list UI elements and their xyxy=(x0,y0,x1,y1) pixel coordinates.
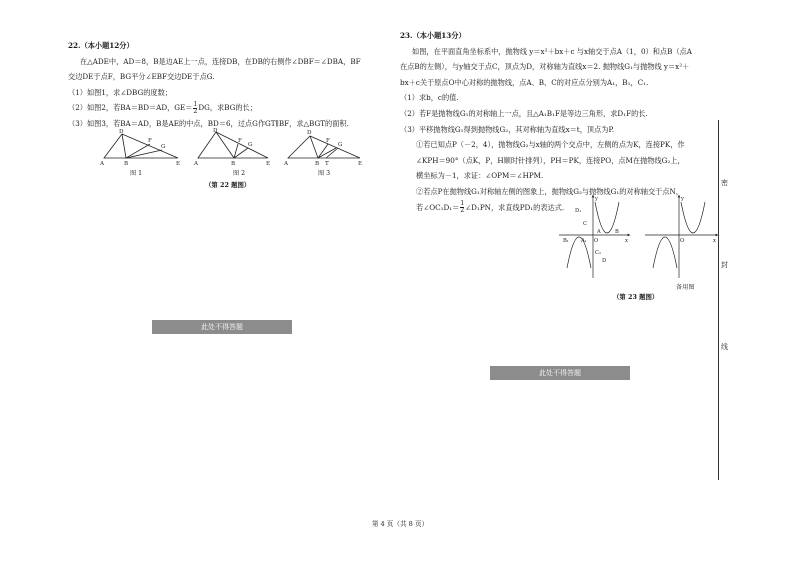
margin-char-seal: 密 xyxy=(721,179,728,187)
main-graph-origin-label: O xyxy=(594,238,599,244)
q23-line-2: 在点B的左侧），与y轴交于点C，顶点为D，对称轴为直线x＝2. 抛物线G₁与抛物线 y＝x²＋ xyxy=(400,62,690,72)
q22-figure-1 xyxy=(104,134,178,158)
q23-sub-1-line-1: ①若已知点P（－2，4），抛物线G₂与x轴的两个交点中，左侧的点为K，连接PK，作 xyxy=(416,140,685,150)
no-answer-banner-right: 此处不得答题 xyxy=(490,366,630,380)
fig1-label-D: D xyxy=(119,129,124,135)
main-graph-A-label: A xyxy=(597,229,601,235)
q23-part-2: （2）若F是抛物线G₁的对称轴上一点，且△A₁B₁F是等边三角形，求D₁F的长. xyxy=(400,108,648,118)
fig3-label-G: G xyxy=(338,142,343,148)
q22-figure-caption: （第 22 题图） xyxy=(205,181,251,189)
fig2-label-E: E xyxy=(266,161,271,167)
q23-spare-caption: 备用图 xyxy=(676,284,695,291)
q23-graphs xyxy=(555,192,725,282)
margin-char-line: 线 xyxy=(721,343,728,351)
main-graph-x-label: x xyxy=(625,238,628,244)
q23-line-3: bx＋c关于原点O中心对称的抛物线，点A、B、C的对应点分别为A₁，B₁，C₁. xyxy=(400,77,649,87)
fig3-label-E: E xyxy=(358,161,363,167)
q23-header: 23.（本小题13分） xyxy=(400,31,466,40)
fig2-label-F: F xyxy=(238,138,242,144)
main-graph-C-label: C xyxy=(583,221,587,227)
q23-figure-caption: （第 23 题图） xyxy=(613,293,659,301)
q22-intro-line-1: 在△ADE中，AD＝8，B是边AE上一点，连接DB，在DB的右侧作∠DBF＝∠DBA，BF xyxy=(80,56,361,66)
q22-intro-line-2: 交边DE于点F，BG平分∠EBF交边DE于点G. xyxy=(68,72,215,82)
main-graph-A1-label: A₁ xyxy=(581,238,587,244)
q23-frac-num: 1 xyxy=(460,200,465,208)
question-23 xyxy=(400,28,720,215)
fig3-label-B: B xyxy=(315,161,320,167)
q22-part-3: （3）如图3，若BA＝AD，B是AE的中点，BD＝6，过点G作GT∥BF，求△BGT的面积. xyxy=(68,118,349,128)
fig2-label-A: A xyxy=(194,161,199,167)
spare-graph-x-label: x xyxy=(713,238,716,244)
fig3-label-T: T xyxy=(325,161,329,167)
q22-part-2: （2）如图2，若BA＝BD＝AD，GE＝ $\frac{1}{2}$ DG，求BG的长； xyxy=(68,100,257,115)
main-graph-y-label: y xyxy=(595,196,598,202)
spare-graph-y-label: y xyxy=(681,196,684,202)
margin-char-close: 封 xyxy=(721,261,728,269)
no-answer-banner-left: 此处不得答题 xyxy=(152,320,292,334)
fig1-label-A: A xyxy=(100,161,105,167)
q23-main-graph xyxy=(559,196,629,278)
fig2-label-D: D xyxy=(213,128,218,134)
q22-header: 22.（本小题12分） xyxy=(68,41,134,50)
fig3-label-A: A xyxy=(284,161,289,167)
fig1-label-F: F xyxy=(148,138,152,144)
fig3-label-D: D xyxy=(307,130,312,136)
q22-fig3-caption: 图 3 xyxy=(318,170,331,177)
q23-part-3: （3）平移抛物线G₁得到抛物线G₂，其对称轴为直线x＝t，顶点为P. xyxy=(400,124,615,134)
fig2-label-B: B xyxy=(231,161,236,167)
q22-figure-2 xyxy=(198,132,268,158)
fig3-label-F: F xyxy=(326,138,330,144)
page-footer: 第 4 页（共 8 页） xyxy=(371,520,429,528)
q22-figure-3 xyxy=(288,136,360,158)
q23-sub-2-line-2: 若∠OC₁D₁＝ $\frac{1}{2}$ ∠D₁PN，求直线PD₁的表达式. xyxy=(416,200,565,215)
q23-sub-1-line-3: 横坐标为－1，求证：∠OPM＝∠HPM. xyxy=(416,171,544,181)
fig1-label-E: E xyxy=(176,161,181,167)
fig1-label-B: B xyxy=(124,161,129,167)
fig2-label-G: G xyxy=(248,142,253,148)
spare-graph-origin-label: O xyxy=(680,238,685,244)
question-22 xyxy=(68,38,384,132)
q23-sub-1-line-2: ∠KPH＝90°（点K，P，H顺时针排列），PH＝PK，连接PO，点M在抛物线G₂上， xyxy=(416,155,685,165)
binding-line xyxy=(718,120,719,480)
q22-fig2-caption: 图 2 xyxy=(233,170,246,177)
q22-frac-den: 2 xyxy=(193,107,198,115)
q23-line-1: 如图，在平面直角坐标系中，抛物线 y＝x²＋bx＋c 与x轴交于点A（1，0）和点B（点A xyxy=(412,46,692,56)
q23-frac-den: 2 xyxy=(460,207,465,215)
q23-spare-graph xyxy=(645,196,717,278)
q22-fig1-caption: 图 1 xyxy=(130,170,143,177)
q23-part-1: （1）求b，c的值. xyxy=(400,93,459,103)
q22-frac-num: 1 xyxy=(193,100,198,108)
main-graph-D-label: D xyxy=(602,258,607,264)
q23-sub-2-line-1: ②若点P在抛物线G₁对称轴左侧的图象上，抛物线G₂与抛物线G₁的对称轴交于点N， xyxy=(416,186,683,196)
q22-part-1: （1）如图1，求∠DBG的度数； xyxy=(68,87,172,97)
main-graph-B1-label: B₁ xyxy=(563,238,569,244)
fig1-label-G: G xyxy=(161,144,166,150)
main-graph-C1-label: C₁ xyxy=(595,250,602,256)
main-graph-B-label: B xyxy=(615,229,619,235)
main-graph-D1-label: D₁ xyxy=(575,208,582,214)
